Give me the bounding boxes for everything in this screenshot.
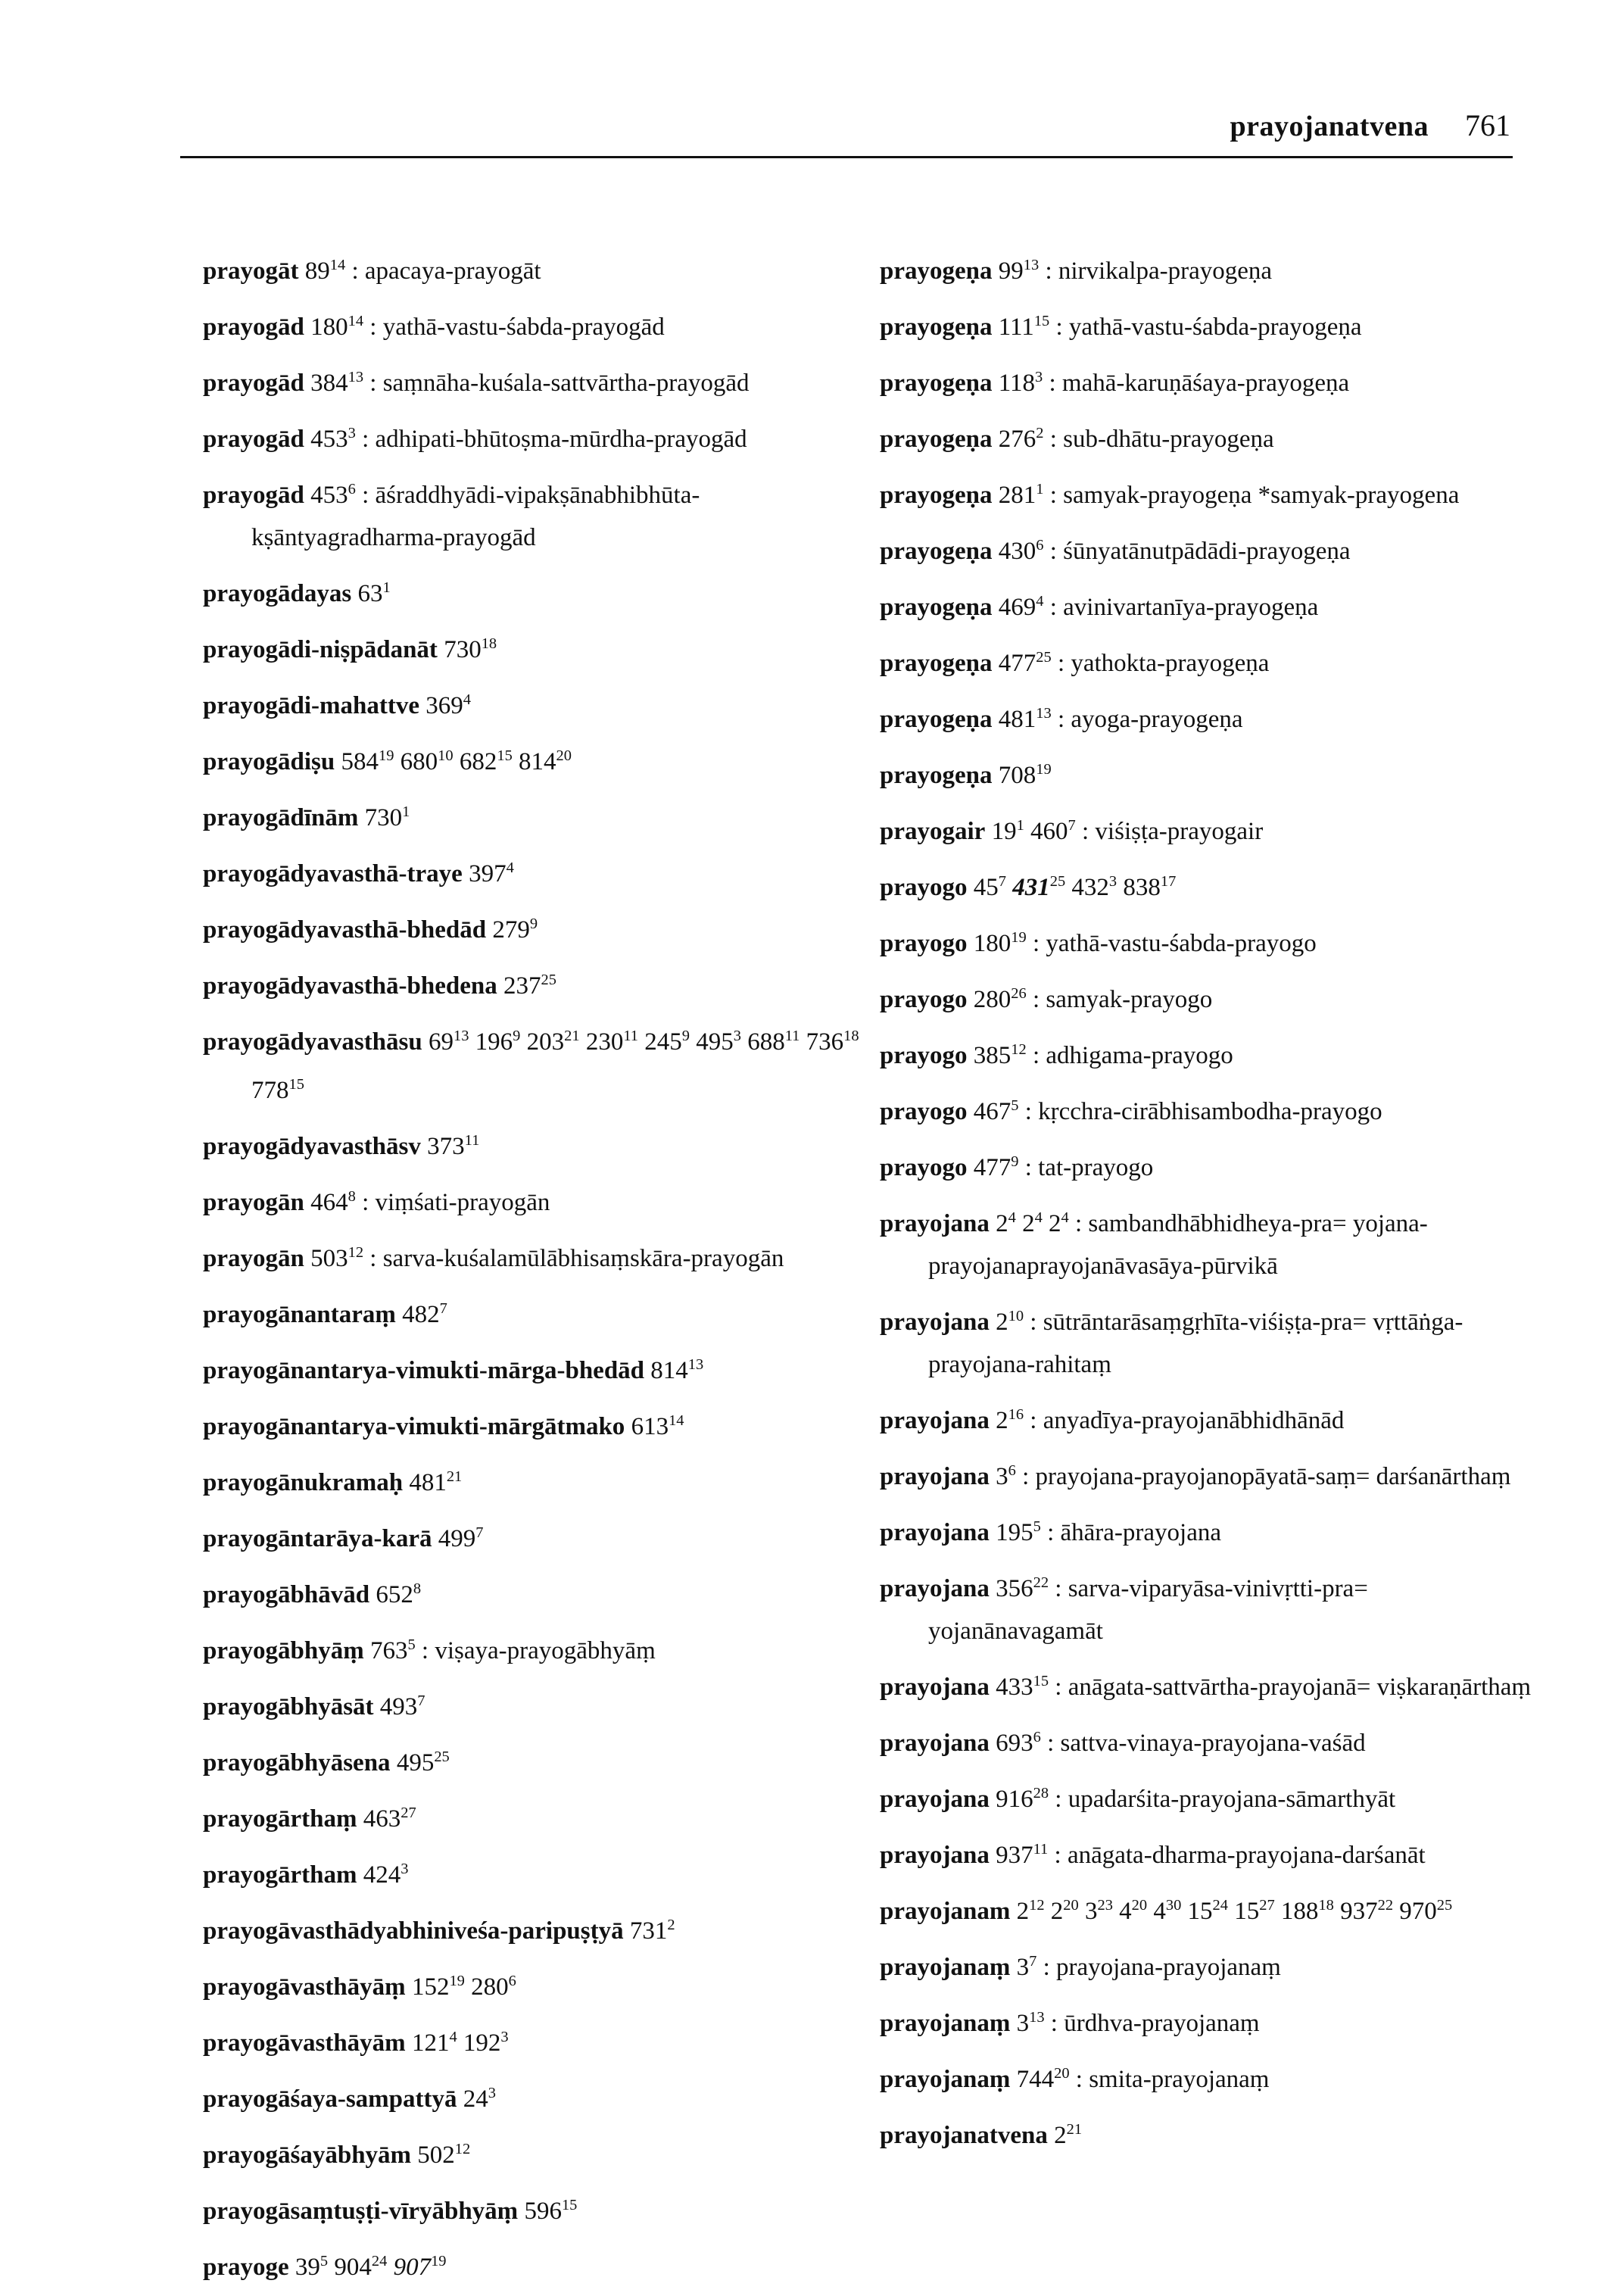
- index-entry: [203, 1455, 862, 1504]
- right-index-column: [880, 244, 1538, 2164]
- index-entry: [880, 1393, 1538, 1442]
- entry-references: $385^{12}$: [973, 1041, 1027, 1069]
- index-entry: [203, 735, 862, 783]
- entry-references: $111^{15}$: [998, 313, 1050, 341]
- index-entry: [880, 2108, 1538, 2157]
- entry-headword: prayogeṇa: [880, 762, 993, 789]
- entry-references: $503^{12}$: [310, 1244, 364, 1272]
- index-entry: [880, 1716, 1538, 1764]
- entry-references: $397^4$: [469, 859, 514, 888]
- entry-headword: prayogāvasthāyām: [203, 2029, 406, 2057]
- entry-headword: prayojana: [880, 1575, 990, 1602]
- entry-headword: prayojana: [880, 1730, 990, 1757]
- entry-headword: prayogānantaraṃ: [203, 1301, 396, 1328]
- entry-headword: prayogādyavasthā-bhedena: [203, 972, 497, 1000]
- entry-headword: prayojana: [880, 1463, 990, 1490]
- entry-headword: prayogo: [880, 930, 968, 957]
- entry-references: $152^{19}$ $280^6$: [411, 1973, 516, 2001]
- entry-headword: prayogān: [203, 1189, 304, 1216]
- entry-gloss: : sarva-viparyāsa-vinivṛtti-pra= yojanānavagamāt: [928, 1575, 1368, 1645]
- entry-headword: prayojana: [880, 1210, 990, 1237]
- entry-headword: prayogāvasthāyāṃ: [203, 1973, 406, 2001]
- entry-references: $2^{12}$ $2^{20}$ $3^{23}$ $4^{20}$ $4^{30}$ $15^{24}$ $15^{27}$ $188^{18}$ $937^{22}$ $970^{25}$: [1016, 1897, 1453, 1925]
- entry-gloss: : viśiṣṭa-prayogair: [1075, 818, 1264, 845]
- entry-gloss: : mahā-karuṇāśaya-prayogeṇa: [1043, 370, 1350, 397]
- entry-gloss: : āśraddhyādi-vipakṣānabhibhūta-kṣāntyagradharma-prayogād: [251, 482, 700, 551]
- left-index-column: [203, 244, 862, 2296]
- entry-headword: prayogānantarya-vimukti-mārga-bhedād: [203, 1357, 645, 1384]
- index-entry: [880, 1505, 1538, 1554]
- index-entry: [203, 2240, 862, 2288]
- entry-references: $937^{11}$: [996, 1841, 1049, 1869]
- index-entry: [203, 903, 862, 951]
- entry-headword: prayogābhyāsāt: [203, 1693, 374, 1720]
- index-entry: [880, 1561, 1538, 1652]
- index-entry: [203, 300, 862, 348]
- index-entry: [203, 2184, 862, 2232]
- entry-headword: prayoge: [203, 2254, 289, 2281]
- entry-headword: prayogābhyāṃ: [203, 1637, 364, 1664]
- entry-gloss: : yathā-vastu-śabda-prayogo: [1026, 930, 1317, 957]
- entry-gloss: : adhigama-prayogo: [1026, 1042, 1233, 1069]
- index-entry: [203, 1175, 862, 1224]
- index-entry: [203, 1792, 862, 1840]
- entry-headword: prayogābhāvād: [203, 1581, 370, 1608]
- entry-gloss: : apacaya-prayogāt: [345, 257, 541, 285]
- index-entry: [203, 1624, 862, 1672]
- entry-references: $499^7$: [438, 1524, 484, 1552]
- entry-headword: prayogādīnām: [203, 804, 359, 831]
- running-header: [1230, 108, 1510, 143]
- entry-references: $730^{18}$: [444, 635, 497, 663]
- entry-gloss: : sambandhābhidheya-pra= yojana-prayojanaprayojanāvasāya-pūrvikā: [928, 1210, 1428, 1280]
- entry-references: $121^4$ $192^3$: [411, 2029, 509, 2057]
- entry-headword: prayogādi-mahattve: [203, 692, 419, 719]
- index-entry: [880, 1196, 1538, 1287]
- entry-gloss: : avinivartanīya-prayogeṇa: [1043, 594, 1319, 621]
- entry-references: $596^{15}$: [524, 2197, 578, 2225]
- running-head-title: prayojanatvena: [1230, 111, 1429, 142]
- entry-references: $708^{19}$: [998, 761, 1052, 789]
- entry-references: $744^{20}$: [1016, 2065, 1070, 2093]
- entry-references: $384^{13}$: [310, 369, 364, 397]
- entry-references: $693^6$: [996, 1729, 1041, 1757]
- entry-gloss: : smita-prayojanaṃ: [1069, 2066, 1270, 2093]
- index-entry: [880, 1660, 1538, 1708]
- index-entry: [203, 1015, 862, 1112]
- index-entry: [880, 1449, 1538, 1498]
- entry-references: $2^{21}$: [1054, 2121, 1083, 2149]
- entry-references: $584^{19}$ $680^{10}$ $682^{15}$ $814^{20}$: [341, 747, 572, 775]
- index-entry: [203, 2128, 862, 2176]
- index-entry: [880, 580, 1538, 629]
- index-entry: [880, 524, 1538, 572]
- entry-headword: prayogād: [203, 426, 304, 453]
- entry-headword: prayogeṇa: [880, 314, 993, 341]
- index-entry: [203, 679, 862, 727]
- index-entry: [880, 1884, 1538, 1933]
- entry-gloss: : śūnyatānutpādādi-prayogeṇa: [1043, 538, 1351, 565]
- entry-gloss: : tat-prayogo: [1018, 1154, 1154, 1181]
- header-rule: [180, 156, 1513, 158]
- entry-headword: prayogo: [880, 1098, 968, 1125]
- entry-headword: prayojana: [880, 1309, 990, 1336]
- index-entry: [203, 412, 862, 460]
- entry-references: $469^4$: [998, 593, 1044, 621]
- entry-references: $916^{28}$: [996, 1785, 1049, 1813]
- index-entry: [203, 1287, 862, 1336]
- entry-references: $195^5$: [996, 1518, 1041, 1546]
- entry-headword: prayojanam: [880, 1898, 1011, 1925]
- entry-headword: prayogāntarāya-karā: [203, 1525, 432, 1552]
- entry-references: $430^6$: [998, 537, 1044, 565]
- entry-headword: prayogeṇa: [880, 538, 993, 565]
- index-entry: [203, 791, 862, 839]
- entry-headword: prayogānukramaḥ: [203, 1469, 404, 1496]
- entry-gloss: : nirvikalpa-prayogeṇa: [1039, 257, 1273, 285]
- entry-headword: prayogādayas: [203, 580, 352, 607]
- entry-gloss: : yathā-vastu-śabda-prayogād: [363, 314, 665, 341]
- entry-gloss: : adhipati-bhūtoṣma-mūrdha-prayogād: [355, 426, 747, 453]
- entry-headword: prayogānantarya-vimukti-mārgātmako: [203, 1413, 625, 1440]
- entry-headword: prayogāśayābhyām: [203, 2142, 412, 2169]
- index-entry: [880, 1028, 1538, 1077]
- entry-headword: prayojanaṃ: [880, 1954, 1011, 1981]
- entry-references: $477^{25}$: [998, 649, 1052, 677]
- entry-references: $39^5$ $904^{24}$ $907^{19}$: [295, 2253, 447, 2281]
- index-entry: [203, 1119, 862, 1168]
- entry-references: $3^{13}$: [1016, 2009, 1045, 2037]
- index-entry: [203, 1736, 862, 1784]
- page-number: 761: [1465, 108, 1510, 142]
- entry-references: $477^9$: [973, 1153, 1019, 1181]
- entry-headword: prayogāsaṃtuṣṭi-vīryābhyāṃ: [203, 2198, 519, 2225]
- entry-headword: prayogād: [203, 314, 304, 341]
- index-entry: [203, 2016, 862, 2064]
- entry-references: $424^3$: [363, 1861, 409, 1889]
- entry-references: $481^{21}$: [409, 1468, 463, 1496]
- index-entry: [203, 1960, 862, 2008]
- entry-headword: prayogādyavasthāsv: [203, 1133, 421, 1160]
- entry-references: $373^{11}$: [427, 1132, 480, 1160]
- entry-references: $280^{26}$: [973, 985, 1027, 1013]
- entry-headword: prayogābhyāsena: [203, 1749, 391, 1777]
- entry-gloss: : anāgata-sattvārtha-prayojanā= viṣkaraṇārthaṃ: [1049, 1674, 1532, 1701]
- entry-references: $3^7$: [1016, 1953, 1037, 1981]
- entry-headword: prayogeṇa: [880, 482, 993, 509]
- index-entry: [880, 244, 1538, 292]
- entry-references: $467^5$: [973, 1097, 1019, 1125]
- entry-headword: prayojanatvena: [880, 2122, 1048, 2149]
- index-entry: [203, 1511, 862, 1560]
- index-entry: [203, 244, 862, 292]
- index-entry: [203, 1848, 862, 1896]
- entry-references: $69^{13}$ $196^9$ $203^{21}$ $230^{11}$ $245^9$ $495^3$ $688^{11}$ $736^{18}$ $778^{15}$: [251, 1028, 859, 1104]
- entry-references: $763^5$: [369, 1636, 416, 1664]
- index-entry: [203, 622, 862, 671]
- entry-references: $276^2$: [998, 425, 1044, 453]
- entry-headword: prayogād: [203, 482, 304, 509]
- entry-references: $3^6$: [996, 1462, 1016, 1490]
- entry-references: $730^1$: [364, 803, 410, 831]
- index-entry: [880, 300, 1538, 348]
- entry-references: $45^7$ $431^{25}$ $432^3$ $838^{17}$: [973, 873, 1177, 901]
- entry-gloss: : sūtrāntarāsaṃgṛhīta-viśiṣṭa-pra= vṛttāṅga-prayojana-rahitaṃ: [928, 1309, 1463, 1378]
- index-entry: [880, 636, 1538, 685]
- entry-references: $180^{14}$: [310, 313, 364, 341]
- entry-gloss: : āhāra-prayojana: [1040, 1519, 1221, 1546]
- entry-gloss: : yathā-vastu-śabda-prayogeṇa: [1049, 314, 1362, 341]
- entry-gloss: : sarva-kuśalamūlābhisaṃskāra-prayogān: [363, 1245, 784, 1272]
- entry-references: $63^1$: [357, 579, 391, 607]
- index-entry: [203, 847, 862, 895]
- entry-gloss: : sub-dhātu-prayogeṇa: [1043, 426, 1274, 453]
- entry-references: $89^{14}$: [304, 257, 346, 285]
- entry-headword: prayogeṇa: [880, 650, 993, 677]
- index-entry: [880, 1140, 1538, 1189]
- entry-references: $237^{25}$: [503, 972, 556, 1000]
- entry-references: $613^{14}$: [631, 1412, 684, 1440]
- entry-gloss: : ayoga-prayogeṇa: [1051, 706, 1243, 733]
- index-entry: [880, 1940, 1538, 1989]
- entry-gloss: : saṃnāha-kuśala-sattvārtha-prayogād: [363, 370, 750, 397]
- entry-references: $19^1$ $460^7$: [991, 817, 1076, 845]
- index-entry: [880, 748, 1538, 797]
- entry-headword: prayogeṇa: [880, 706, 993, 733]
- index-entry: [203, 1680, 862, 1728]
- entry-references: $2^{16}$: [996, 1406, 1024, 1434]
- entry-references: $464^8$: [310, 1188, 356, 1216]
- entry-references: $463^{27}$: [363, 1805, 416, 1833]
- entry-gloss: : viṃśati-prayogān: [355, 1189, 550, 1216]
- entry-gloss: : anyadīya-prayojanābhidhānād: [1024, 1407, 1345, 1434]
- entry-headword: prayogāvasthādyabhiniveśa-paripuṣṭyā: [203, 1917, 624, 1945]
- entry-references: $2^{10}$: [996, 1308, 1024, 1336]
- entry-headword: prayojana: [880, 1842, 990, 1869]
- entry-references: $495^{25}$: [396, 1749, 450, 1777]
- index-entry: [880, 804, 1538, 853]
- entry-headword: prayogeṇa: [880, 257, 993, 285]
- entry-references: $24^3$: [463, 2085, 496, 2113]
- index-entry: [880, 1295, 1538, 1386]
- entry-gloss: : yathokta-prayogeṇa: [1051, 650, 1270, 677]
- entry-headword: prayogād: [203, 370, 304, 397]
- index-entry: [880, 972, 1538, 1021]
- entry-headword: prayogādi-niṣpādanāt: [203, 636, 438, 663]
- entry-headword: prayogo: [880, 1154, 968, 1181]
- entry-gloss: : anāgata-dharma-prayojana-darśanāt: [1048, 1842, 1426, 1869]
- entry-gloss: : samyak-prayogeṇa *samyak-prayogena: [1043, 482, 1460, 509]
- entry-references: $180^{19}$: [973, 929, 1027, 957]
- entry-references: $731^2$: [629, 1917, 675, 1945]
- entry-headword: prayojanaṃ: [880, 2066, 1011, 2093]
- entry-headword: prayojana: [880, 1674, 990, 1701]
- entry-gloss: : sattva-vinaya-prayojana-vaśād: [1040, 1730, 1366, 1757]
- entry-headword: prayojana: [880, 1786, 990, 1813]
- index-entry: [203, 1343, 862, 1392]
- entry-headword: prayogādyavasthāsu: [203, 1028, 422, 1056]
- entry-references: $99^{13}$: [998, 257, 1040, 285]
- entry-references: $482^7$: [402, 1300, 447, 1328]
- index-entry: [203, 1904, 862, 1952]
- index-entry: [203, 959, 862, 1007]
- index-entry: [880, 412, 1538, 460]
- entry-gloss: : viṣaya-prayogābhyāṃ: [415, 1637, 656, 1664]
- index-entry: [880, 468, 1538, 516]
- entry-headword: prayogādyavasthā-traye: [203, 860, 463, 888]
- entry-references: $2^4$ $2^4$ $2^4$: [996, 1209, 1069, 1237]
- index-entry: [880, 1772, 1538, 1820]
- index-entry: [880, 2052, 1538, 2101]
- entry-gloss: : kṛcchra-cirābhisambodha-prayogo: [1018, 1098, 1382, 1125]
- index-entry: [203, 1568, 862, 1616]
- entry-headword: prayogāt: [203, 257, 299, 285]
- entry-references: $453^6$: [310, 481, 356, 509]
- index-entry: [880, 1084, 1538, 1133]
- index-entry: [880, 1996, 1538, 2045]
- entry-gloss: : upadarśita-prayojana-sāmarthyāt: [1049, 1786, 1396, 1813]
- index-entry: [880, 1828, 1538, 1876]
- entry-references: $281^1$: [998, 481, 1044, 509]
- entry-references: $481^{13}$: [998, 705, 1052, 733]
- index-entry: [203, 566, 862, 615]
- entry-headword: prayogair: [880, 818, 986, 845]
- entry-headword: prayogo: [880, 1042, 968, 1069]
- entry-references: $433^{15}$: [996, 1673, 1049, 1701]
- entry-headword: prayogārthaṃ: [203, 1805, 357, 1833]
- entry-headword: prayogārtham: [203, 1861, 357, 1889]
- entry-headword: prayojana: [880, 1407, 990, 1434]
- entry-references: $453^3$: [310, 425, 356, 453]
- index-entry: [203, 2072, 862, 2120]
- entry-headword: prayogeṇa: [880, 426, 993, 453]
- entry-headword: prayogādyavasthā-bhedād: [203, 916, 487, 944]
- entry-references: $279^9$: [492, 916, 538, 944]
- entry-headword: prayogeṇa: [880, 594, 993, 621]
- entry-references: $493^7$: [379, 1692, 425, 1720]
- entry-references: $814^{13}$: [650, 1356, 704, 1384]
- entry-headword: prayogo: [880, 874, 968, 901]
- index-entry: [203, 468, 862, 559]
- entry-references: $118^3$: [998, 369, 1043, 397]
- entry-headword: prayogādiṣu: [203, 748, 335, 775]
- entry-headword: prayojanaṃ: [880, 2010, 1011, 2037]
- index-entry: [880, 692, 1538, 741]
- entry-headword: prayojana: [880, 1519, 990, 1546]
- entry-headword: prayogāśaya-sampattyā: [203, 2085, 457, 2113]
- entry-headword: prayogān: [203, 1245, 304, 1272]
- index-entry: [203, 1231, 862, 1280]
- entry-references: $652^8$: [376, 1580, 422, 1608]
- entry-references: $356^{22}$: [996, 1574, 1049, 1602]
- index-entry: [880, 860, 1538, 909]
- entry-gloss: : prayojana-prayojanaṃ: [1036, 1954, 1281, 1981]
- entry-gloss: : samyak-prayogo: [1026, 986, 1213, 1013]
- index-entry: [880, 356, 1538, 404]
- index-entry: [203, 1399, 862, 1448]
- entry-headword: prayogeṇa: [880, 370, 993, 397]
- index-entry: [203, 356, 862, 404]
- index-entry: [880, 916, 1538, 965]
- entry-gloss: : ūrdhva-prayojanaṃ: [1044, 2010, 1260, 2037]
- entry-gloss: : prayojana-prayojanopāyatā-saṃ= darśanārthaṃ: [1015, 1463, 1511, 1490]
- entry-headword: prayogo: [880, 986, 968, 1013]
- entry-references: $369^4$: [425, 691, 471, 719]
- entry-references: $502^{12}$: [417, 2141, 471, 2169]
